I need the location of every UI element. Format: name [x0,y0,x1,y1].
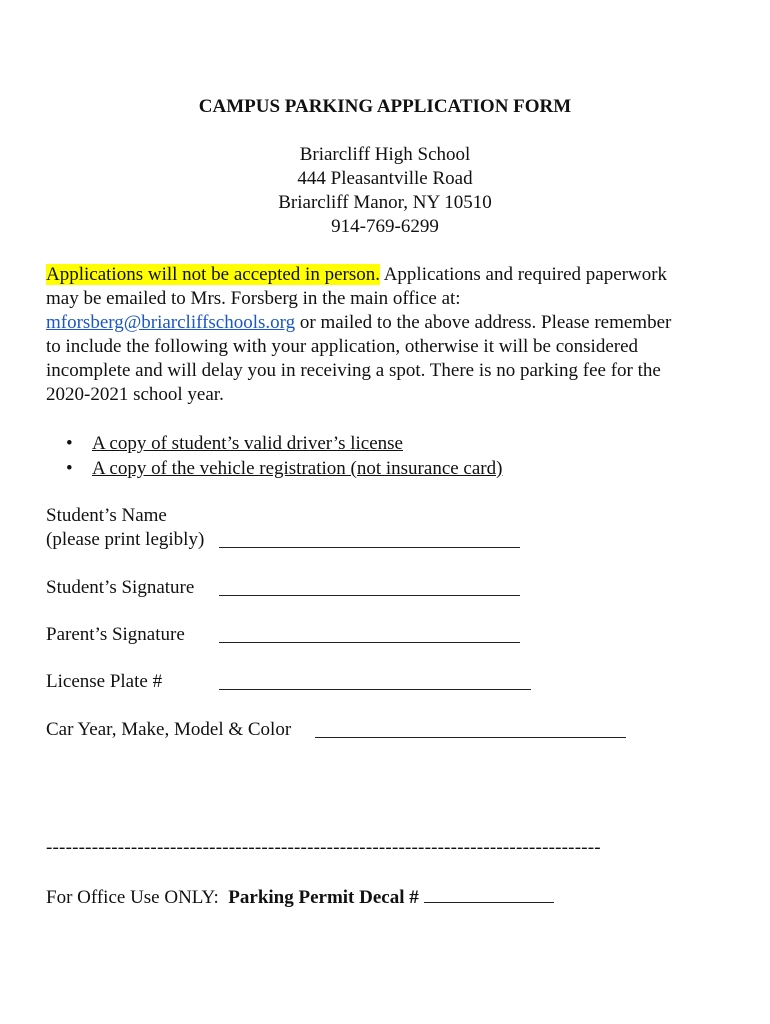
student-name-field[interactable] [219,530,520,548]
instructions-line-2: may be emailed to Mrs. Forsberg in the main office at: [46,288,461,309]
instructions-line-1: Applications and required paperwork [380,264,668,285]
student-signature-label: Student’s Signature [46,577,195,598]
requirement-registration: A copy of the vehicle registration (not insurance card) [92,458,503,479]
instructions-line-6: 2020-2021 school year. [46,384,224,405]
instructions-line-3: or mailed to the above address. Please remember [295,312,672,333]
student-name-label: Student’s Name [46,505,167,526]
separator-line: ------------------------------------------------------------------------------------- [46,837,601,858]
car-info-field[interactable] [315,720,626,738]
instructions-paragraph [46,263,736,407]
list-item [66,431,502,456]
email-link[interactable]: mforsberg@briarcliffschools.org [46,312,296,333]
requirements-list [66,431,502,481]
instructions-line-5: incomplete and will delay you in receiving a spot. There is no parking fee for the [46,360,661,381]
parent-signature-label: Parent’s Signature [46,624,185,645]
office-use-section [46,885,554,910]
student-name-sublabel: (please print legibly) [46,529,205,550]
bullet-icon: • [66,433,73,454]
list-item [66,456,502,481]
school-name: Briarcliff High School [299,144,471,165]
student-signature-field[interactable] [219,578,520,596]
requirement-license: A copy of student’s valid driver’s license [92,433,403,454]
parent-signature-field[interactable] [219,625,520,643]
form-title: CAMPUS PARKING APPLICATION FORM [198,96,572,117]
license-plate-field[interactable] [219,672,531,690]
bullet-icon: • [66,458,73,479]
instructions-line-4: to include the following with your application, otherwise it will be considered [46,336,639,357]
school-city: Briarcliff Manor, NY 10510 [278,192,492,213]
office-use-label: For Office Use ONLY: [46,887,219,908]
decal-label: Parking Permit Decal # [228,887,419,908]
school-phone: 914-769-6299 [331,216,439,237]
license-plate-label: License Plate # [46,671,163,692]
not-in-person-notice: Applications will not be accepted in person. [46,264,380,285]
decal-number-field[interactable] [424,885,554,903]
car-info-label: Car Year, Make, Model & Color [46,719,292,740]
school-street: 444 Pleasantville Road [297,168,473,189]
